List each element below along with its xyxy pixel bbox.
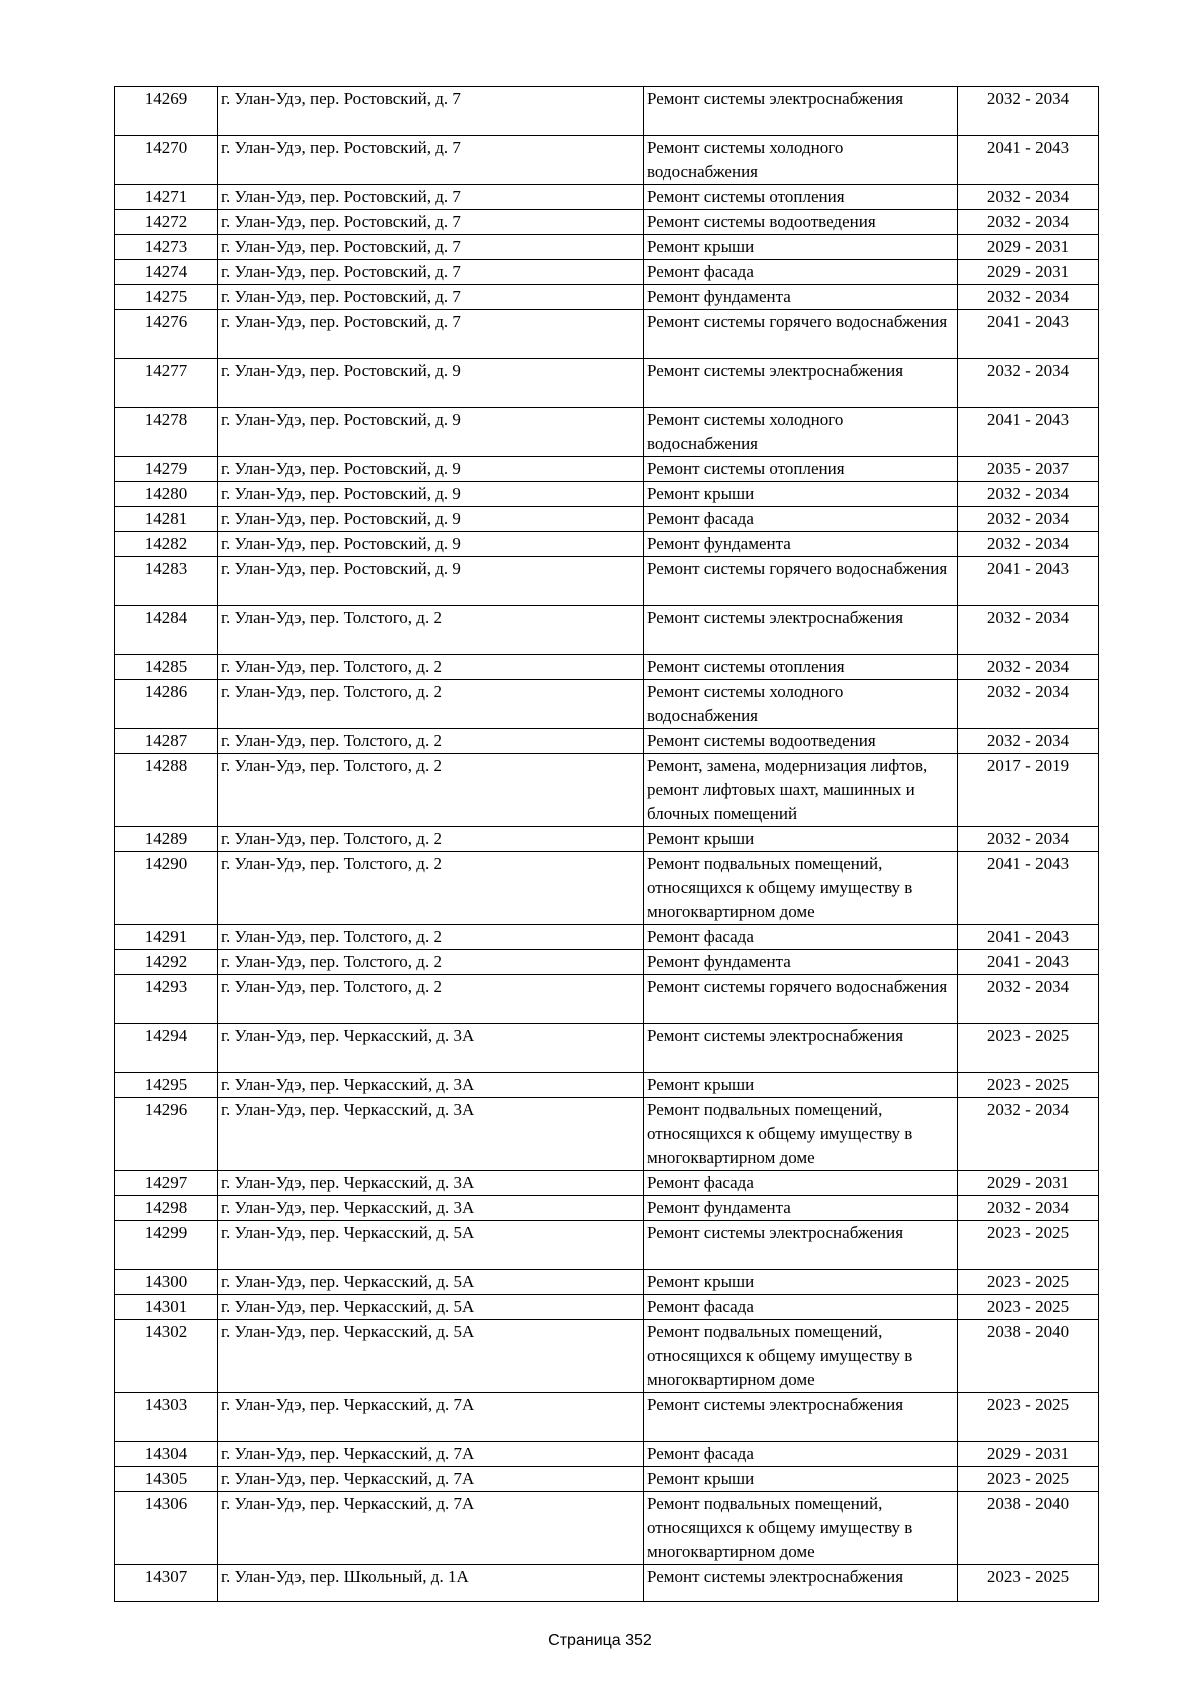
table-row	[115, 1320, 1099, 1393]
table-row	[115, 1098, 1099, 1171]
address-cell: г. Улан-Удэ, пер. Ростовский, д. 7	[218, 285, 644, 310]
row-number-cell: 14295	[115, 1073, 218, 1098]
work-type-cell: Ремонт фундамента	[644, 1196, 958, 1221]
period-cell: 2023 - 2025	[958, 1221, 1099, 1270]
period-cell: 2032 - 2034	[958, 1098, 1099, 1171]
address-cell: г. Улан-Удэ, пер. Ростовский, д. 9	[218, 359, 644, 408]
address-cell: г. Улан-Удэ, пер. Школьный, д. 1А	[218, 1565, 644, 1602]
address-cell: г. Улан-Удэ, пер. Черкасский, д. 7А	[218, 1467, 644, 1492]
period-cell: 2032 - 2034	[958, 606, 1099, 655]
work-type-cell: Ремонт подвальных помещений, относящихся к общему имуществу в многоквартирном доме	[644, 852, 958, 925]
period-cell: 2032 - 2034	[958, 482, 1099, 507]
table-row	[115, 950, 1099, 975]
row-number-cell: 14306	[115, 1492, 218, 1565]
row-number-cell: 14302	[115, 1320, 218, 1393]
period-cell: 2023 - 2025	[958, 1295, 1099, 1320]
table-row	[115, 827, 1099, 852]
work-type-cell: Ремонт крыши	[644, 1073, 958, 1098]
address-cell: г. Улан-Удэ, пер. Черкасский, д. 3А	[218, 1073, 644, 1098]
row-number-cell: 14283	[115, 557, 218, 606]
period-cell: 2032 - 2034	[958, 827, 1099, 852]
row-number-cell: 14279	[115, 457, 218, 482]
table-row	[115, 1492, 1099, 1565]
row-number-cell: 14270	[115, 136, 218, 185]
period-cell: 2029 - 2031	[958, 1442, 1099, 1467]
table-body	[115, 87, 1099, 1602]
work-type-cell: Ремонт системы отопления	[644, 655, 958, 680]
period-cell: 2023 - 2025	[958, 1270, 1099, 1295]
work-type-cell: Ремонт системы горячего водоснабжения	[644, 310, 958, 359]
work-type-cell: Ремонт подвальных помещений, относящихся к общему имуществу в многоквартирном доме	[644, 1098, 958, 1171]
table-row	[115, 359, 1099, 408]
row-number-cell: 14288	[115, 754, 218, 827]
table-row	[115, 1196, 1099, 1221]
row-number-cell: 14300	[115, 1270, 218, 1295]
address-cell: г. Улан-Удэ, пер. Ростовский, д. 9	[218, 482, 644, 507]
table-row	[115, 1171, 1099, 1196]
table-row	[115, 557, 1099, 606]
row-number-cell: 14298	[115, 1196, 218, 1221]
work-type-cell: Ремонт системы электроснабжения	[644, 1221, 958, 1270]
period-cell: 2029 - 2031	[958, 260, 1099, 285]
period-cell: 2041 - 2043	[958, 950, 1099, 975]
period-cell: 2032 - 2034	[958, 680, 1099, 729]
row-number-cell: 14296	[115, 1098, 218, 1171]
row-number-cell: 14273	[115, 235, 218, 260]
row-number-cell: 14272	[115, 210, 218, 235]
row-number-cell: 14281	[115, 507, 218, 532]
work-type-cell: Ремонт системы холодного водоснабжения	[644, 680, 958, 729]
address-cell: г. Улан-Удэ, пер. Толстого, д. 2	[218, 655, 644, 680]
work-type-cell: Ремонт системы холодного водоснабжения	[644, 136, 958, 185]
table-row	[115, 1393, 1099, 1442]
work-type-cell: Ремонт системы электроснабжения	[644, 1393, 958, 1442]
work-type-cell: Ремонт системы электроснабжения	[644, 1565, 958, 1602]
table-row	[115, 185, 1099, 210]
row-number-cell: 14278	[115, 408, 218, 457]
address-cell: г. Улан-Удэ, пер. Толстого, д. 2	[218, 852, 644, 925]
table-row	[115, 532, 1099, 557]
period-cell: 2023 - 2025	[958, 1073, 1099, 1098]
address-cell: г. Улан-Удэ, пер. Ростовский, д. 9	[218, 457, 644, 482]
work-type-cell: Ремонт подвальных помещений, относящихся к общему имуществу в многоквартирном доме	[644, 1320, 958, 1393]
table-row	[115, 260, 1099, 285]
work-type-cell: Ремонт системы электроснабжения	[644, 87, 958, 136]
table-row	[115, 1073, 1099, 1098]
row-number-cell: 14287	[115, 729, 218, 754]
table-row	[115, 482, 1099, 507]
period-cell: 2041 - 2043	[958, 310, 1099, 359]
address-cell: г. Улан-Удэ, пер. Ростовский, д. 7	[218, 185, 644, 210]
address-cell: г. Улан-Удэ, пер. Черкасский, д. 7А	[218, 1393, 644, 1442]
address-cell: г. Улан-Удэ, пер. Черкасский, д. 3А	[218, 1196, 644, 1221]
work-type-cell: Ремонт крыши	[644, 1467, 958, 1492]
work-type-cell: Ремонт крыши	[644, 827, 958, 852]
table-row	[115, 87, 1099, 136]
address-cell: г. Улан-Удэ, пер. Толстого, д. 2	[218, 925, 644, 950]
table-row	[115, 975, 1099, 1024]
row-number-cell: 14305	[115, 1467, 218, 1492]
address-cell: г. Улан-Удэ, пер. Черкасский, д. 5А	[218, 1320, 644, 1393]
row-number-cell: 14274	[115, 260, 218, 285]
period-cell: 2032 - 2034	[958, 532, 1099, 557]
address-cell: г. Улан-Удэ, пер. Толстого, д. 2	[218, 975, 644, 1024]
work-type-cell: Ремонт системы отопления	[644, 457, 958, 482]
row-number-cell: 14280	[115, 482, 218, 507]
row-number-cell: 14304	[115, 1442, 218, 1467]
table-row	[115, 729, 1099, 754]
row-number-cell: 14299	[115, 1221, 218, 1270]
work-type-cell: Ремонт системы горячего водоснабжения	[644, 557, 958, 606]
period-cell: 2032 - 2034	[958, 975, 1099, 1024]
address-cell: г. Улан-Удэ, пер. Толстого, д. 2	[218, 754, 644, 827]
address-cell: г. Улан-Удэ, пер. Ростовский, д. 7	[218, 87, 644, 136]
work-type-cell: Ремонт системы водоотведения	[644, 210, 958, 235]
period-cell: 2032 - 2034	[958, 507, 1099, 532]
period-cell: 2017 - 2019	[958, 754, 1099, 827]
repair-schedule-table	[114, 86, 1099, 1602]
row-number-cell: 14271	[115, 185, 218, 210]
work-type-cell: Ремонт фасада	[644, 925, 958, 950]
address-cell: г. Улан-Удэ, пер. Черкасский, д. 3А	[218, 1024, 644, 1073]
address-cell: г. Улан-Удэ, пер. Ростовский, д. 9	[218, 507, 644, 532]
period-cell: 2041 - 2043	[958, 925, 1099, 950]
work-type-cell: Ремонт крыши	[644, 482, 958, 507]
row-number-cell: 14291	[115, 925, 218, 950]
address-cell: г. Улан-Удэ, пер. Черкасский, д. 5А	[218, 1270, 644, 1295]
row-number-cell: 14294	[115, 1024, 218, 1073]
table-row	[115, 1295, 1099, 1320]
row-number-cell: 14286	[115, 680, 218, 729]
address-cell: г. Улан-Удэ, пер. Ростовский, д. 9	[218, 408, 644, 457]
period-cell: 2032 - 2034	[958, 87, 1099, 136]
row-number-cell: 14284	[115, 606, 218, 655]
address-cell: г. Улан-Удэ, пер. Черкасский, д. 3А	[218, 1098, 644, 1171]
table-row	[115, 310, 1099, 359]
work-type-cell: Ремонт фундамента	[644, 532, 958, 557]
work-type-cell: Ремонт системы холодного водоснабжения	[644, 408, 958, 457]
row-number-cell: 14293	[115, 975, 218, 1024]
work-type-cell: Ремонт фундамента	[644, 285, 958, 310]
period-cell: 2029 - 2031	[958, 235, 1099, 260]
period-cell: 2032 - 2034	[958, 185, 1099, 210]
address-cell: г. Улан-Удэ, пер. Черкасский, д. 3А	[218, 1171, 644, 1196]
work-type-cell: Ремонт подвальных помещений, относящихся к общему имуществу в многоквартирном доме	[644, 1492, 958, 1565]
row-number-cell: 14276	[115, 310, 218, 359]
table-row	[115, 136, 1099, 185]
work-type-cell: Ремонт фасада	[644, 1295, 958, 1320]
work-type-cell: Ремонт системы электроснабжения	[644, 359, 958, 408]
period-cell: 2041 - 2043	[958, 136, 1099, 185]
table-row	[115, 1024, 1099, 1073]
work-type-cell: Ремонт фундамента	[644, 950, 958, 975]
period-cell: 2032 - 2034	[958, 210, 1099, 235]
address-cell: г. Улан-Удэ, пер. Черкасский, д. 7А	[218, 1492, 644, 1565]
page-number: Страница 352	[548, 1632, 652, 1649]
row-number-cell: 14275	[115, 285, 218, 310]
table-row	[115, 1270, 1099, 1295]
address-cell: г. Улан-Удэ, пер. Толстого, д. 2	[218, 680, 644, 729]
period-cell: 2032 - 2034	[958, 285, 1099, 310]
work-type-cell: Ремонт системы электроснабжения	[644, 1024, 958, 1073]
table-row	[115, 680, 1099, 729]
work-type-cell: Ремонт системы отопления	[644, 185, 958, 210]
address-cell: г. Улан-Удэ, пер. Ростовский, д. 7	[218, 310, 644, 359]
period-cell: 2038 - 2040	[958, 1492, 1099, 1565]
table-row	[115, 1221, 1099, 1270]
period-cell: 2029 - 2031	[958, 1171, 1099, 1196]
row-number-cell: 14303	[115, 1393, 218, 1442]
row-number-cell: 14285	[115, 655, 218, 680]
table-row	[115, 457, 1099, 482]
table-row	[115, 852, 1099, 925]
period-cell: 2023 - 2025	[958, 1393, 1099, 1442]
address-cell: г. Улан-Удэ, пер. Толстого, д. 2	[218, 827, 644, 852]
address-cell: г. Улан-Удэ, пер. Черкасский, д. 5А	[218, 1221, 644, 1270]
row-number-cell: 14290	[115, 852, 218, 925]
table-row	[115, 210, 1099, 235]
row-number-cell: 14292	[115, 950, 218, 975]
period-cell: 2041 - 2043	[958, 852, 1099, 925]
table-row	[115, 925, 1099, 950]
period-cell: 2032 - 2034	[958, 1196, 1099, 1221]
work-type-cell: Ремонт системы водоотведения	[644, 729, 958, 754]
table-row	[115, 606, 1099, 655]
address-cell: г. Улан-Удэ, пер. Черкасский, д. 7А	[218, 1442, 644, 1467]
table-row	[115, 235, 1099, 260]
table-row	[115, 285, 1099, 310]
table-row	[115, 1467, 1099, 1492]
table-row	[115, 1442, 1099, 1467]
address-cell: г. Улан-Удэ, пер. Толстого, д. 2	[218, 950, 644, 975]
period-cell: 2032 - 2034	[958, 729, 1099, 754]
work-type-cell: Ремонт крыши	[644, 235, 958, 260]
address-cell: г. Улан-Удэ, пер. Толстого, д. 2	[218, 729, 644, 754]
period-cell: 2023 - 2025	[958, 1024, 1099, 1073]
period-cell: 2023 - 2025	[958, 1467, 1099, 1492]
address-cell: г. Улан-Удэ, пер. Ростовский, д. 7	[218, 136, 644, 185]
work-type-cell: Ремонт фасада	[644, 1171, 958, 1196]
period-cell: 2032 - 2034	[958, 655, 1099, 680]
period-cell: 2032 - 2034	[958, 359, 1099, 408]
work-type-cell: Ремонт, замена, модернизация лифтов, ремонт лифтовых шахт, машинных и блочных помещений	[644, 754, 958, 827]
table-row	[115, 507, 1099, 532]
table-row	[115, 655, 1099, 680]
period-cell: 2035 - 2037	[958, 457, 1099, 482]
address-cell: г. Улан-Удэ, пер. Ростовский, д. 7	[218, 260, 644, 285]
table-row	[115, 754, 1099, 827]
row-number-cell: 14301	[115, 1295, 218, 1320]
row-number-cell: 14307	[115, 1565, 218, 1602]
address-cell: г. Улан-Удэ, пер. Ростовский, д. 9	[218, 557, 644, 606]
period-cell: 2023 - 2025	[958, 1565, 1099, 1602]
work-type-cell: Ремонт фасада	[644, 507, 958, 532]
table-row	[115, 1565, 1099, 1602]
row-number-cell: 14297	[115, 1171, 218, 1196]
row-number-cell: 14282	[115, 532, 218, 557]
address-cell: г. Улан-Удэ, пер. Черкасский, д. 5А	[218, 1295, 644, 1320]
period-cell: 2038 - 2040	[958, 1320, 1099, 1393]
table-row	[115, 408, 1099, 457]
address-cell: г. Улан-Удэ, пер. Ростовский, д. 9	[218, 532, 644, 557]
period-cell: 2041 - 2043	[958, 557, 1099, 606]
work-type-cell: Ремонт фасада	[644, 260, 958, 285]
period-cell: 2041 - 2043	[958, 408, 1099, 457]
work-type-cell: Ремонт фасада	[644, 1442, 958, 1467]
address-cell: г. Улан-Удэ, пер. Толстого, д. 2	[218, 606, 644, 655]
address-cell: г. Улан-Удэ, пер. Ростовский, д. 7	[218, 235, 644, 260]
address-cell: г. Улан-Удэ, пер. Ростовский, д. 7	[218, 210, 644, 235]
work-type-cell: Ремонт крыши	[644, 1270, 958, 1295]
row-number-cell: 14277	[115, 359, 218, 408]
work-type-cell: Ремонт системы электроснабжения	[644, 606, 958, 655]
row-number-cell: 14269	[115, 87, 218, 136]
row-number-cell: 14289	[115, 827, 218, 852]
work-type-cell: Ремонт системы горячего водоснабжения	[644, 975, 958, 1024]
